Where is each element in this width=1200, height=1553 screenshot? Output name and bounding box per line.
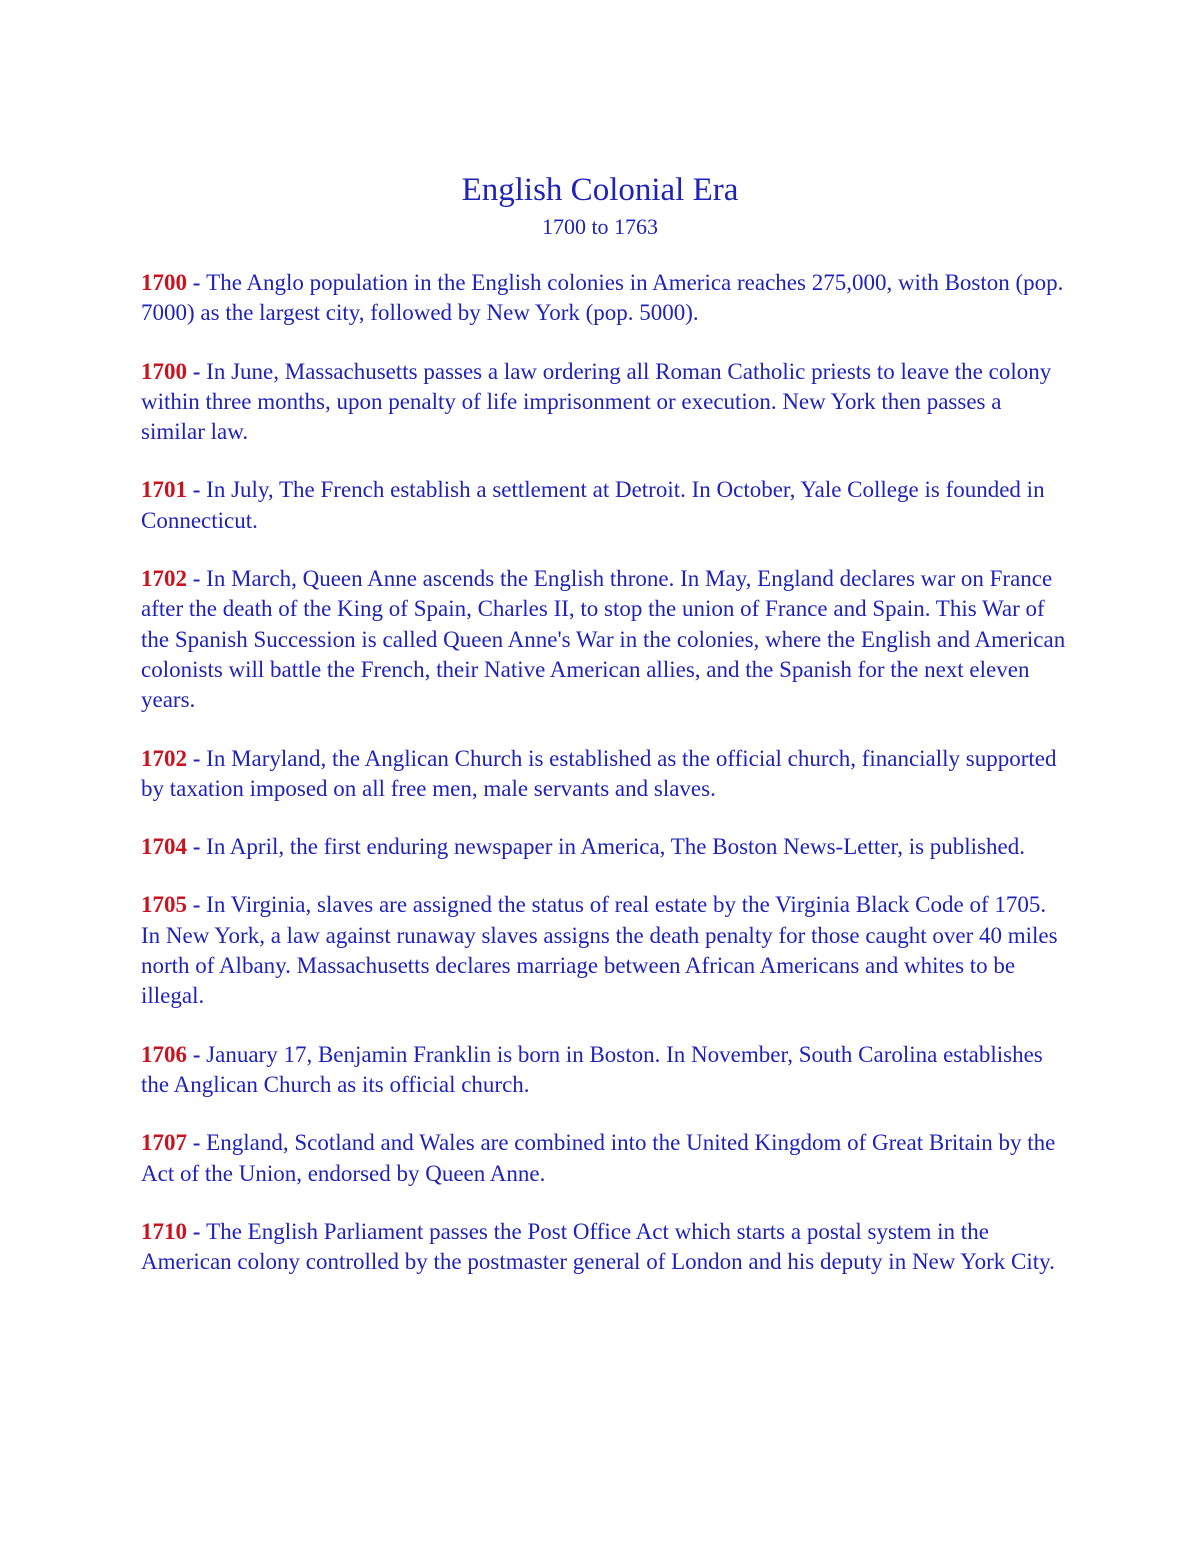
entry-year: 1705	[141, 892, 187, 918]
timeline-entry: 1700 - The Anglo population in the English colonies in America reaches 275,000, with Boston (pop. 7000) as the largest city, followed by New York (pop. 5000).	[141, 270, 1064, 326]
timeline-entry: 1700 - In June, Massachusetts passes a law ordering all Roman Catholic priests to leave the colony within three months, upon penalty of life imprisonment or execution. New York then passes a similar law.	[141, 358, 1052, 445]
entry-text: is born in Boston. In November, South Carolina establishes the Anglican Church as its official church.	[141, 1041, 1043, 1097]
timeline-entry: 1706 - January 17, Benjamin Franklin is born in Boston. In November, South Carolina establishes the Anglican Church as its official church.	[141, 1041, 1043, 1097]
page-title: English Colonial Era	[461, 172, 739, 208]
entry-year: 1702	[141, 566, 187, 592]
entry-text: In July, The French establish a settlement at Detroit. In October, Yale College is founded in Connecticut.	[141, 477, 1045, 533]
entry-text: The English Parliament passes the	[206, 1218, 528, 1244]
timeline-entries	[141, 268, 1071, 1305]
entry-year: 1706	[141, 1041, 187, 1067]
timeline-entry: 1702 - In Maryland, the Anglican Church is established as the official church, financially supported by taxation imposed on all free men, male servants and slaves.	[141, 745, 1057, 801]
entry-text: The Anglo population in the English colonies in America reaches 275,000, with Boston (pop. 7000) as the largest city, followed by New York (pop. 5000).	[141, 270, 1064, 326]
entry-text: England, Scotland and Wales are combined into the United Kingdom of Great Britain by the Act of the Union, endorsed by Queen Anne.	[141, 1130, 1056, 1186]
entry-text: In March, Queen Anne ascends the English throne. In May, England declares war on France after the death of the King of Spain, Charles II, to stop the union of France and Spain. This War of the Spanish Succession is called	[141, 566, 1053, 652]
benjamin-franklin-link[interactable]: Benjamin Franklin	[317, 1041, 492, 1067]
timeline-entry: 1705 - In Virginia, slaves are assigned the status of real estate by the Virginia Black Code of 1705. In New York, a law against runaway slaves assigns the death penalty for those caught over 40 miles north of Albany. Massachusetts declares marriage between African Americans and whites to be illegal.	[141, 892, 1058, 1009]
entry-text: In June, Massachusetts passes a law ordering all Roman Catholic priests to leave the colony within three months, upon penalty of life imprisonment or execution. New York then passes a similar law.	[141, 358, 1052, 445]
entry-text: which starts a postal system in the American colony controlled by the postmaster general of London and his deputy in New York City.	[141, 1218, 1055, 1275]
entry-year: 1707	[141, 1130, 187, 1156]
post-office-act-link[interactable]: Post Office Act	[527, 1218, 669, 1244]
entry-year: 1710	[141, 1218, 187, 1244]
timeline-entry: 1704 - In April, the first enduring newspaper in America, The Boston News-Letter, is published.	[141, 834, 1025, 860]
timeline-entry: 1701 - In July, The French establish a settlement at Detroit. In October, Yale College is founded in Connecticut.	[141, 477, 1045, 533]
timeline-entry: 1710 - The English Parliament passes the Post Office Act which starts a postal system in the American colony controlled by the postmaster general of London and his deputy in New York City.	[141, 1218, 1055, 1275]
entry-year: 1700	[141, 270, 187, 295]
queen-annes-war-link[interactable]: Queen Anne's War	[443, 626, 614, 652]
entry-text: In Virginia, slaves are assigned the status of real estate by the Virginia Black Code of 1705. In New York, a law against runaway slaves assigns the death penalty for those caught over 40 miles north of Albany. Massachusetts declares marriage between African Americans and whites to be illegal.	[141, 892, 1058, 1009]
entry-text: In April, the first enduring newspaper in America, The Boston News-Letter, is published.	[206, 834, 1025, 860]
entry-text: In Maryland, the Anglican Church is established as the official church, financially supported by taxation imposed on all free men, male servants and slaves.	[141, 745, 1057, 801]
page-subtitle: 1700 to 1763	[541, 214, 659, 239]
entry-text: in the colonies, where the English and American colonists will battle the French, their Native American allies, and the Spanish for the next eleven years.	[141, 626, 1066, 713]
entry-year: 1700	[141, 358, 187, 384]
entry-year: 1704	[141, 834, 187, 860]
entry-year: 1702	[141, 745, 187, 771]
timeline-entry: 1707 - England, Scotland and Wales are combined into the United Kingdom of Great Britain by the Act of the Union, endorsed by Queen Anne.	[141, 1130, 1056, 1186]
entry-year: 1701	[141, 477, 187, 503]
entry-text: January 17,	[206, 1041, 318, 1067]
timeline-entry: 1702 - In March, Queen Anne ascends the English throne. In May, England declares war on France after the death of the King of Spain, Charles II, to stop the union of France and Spain. This War of the Spanish Succession is called Queen Anne's War in the colonies, where the English and American colonists will battle the French, their Native American allies, and the Spanish for the next eleven years.	[141, 566, 1066, 713]
